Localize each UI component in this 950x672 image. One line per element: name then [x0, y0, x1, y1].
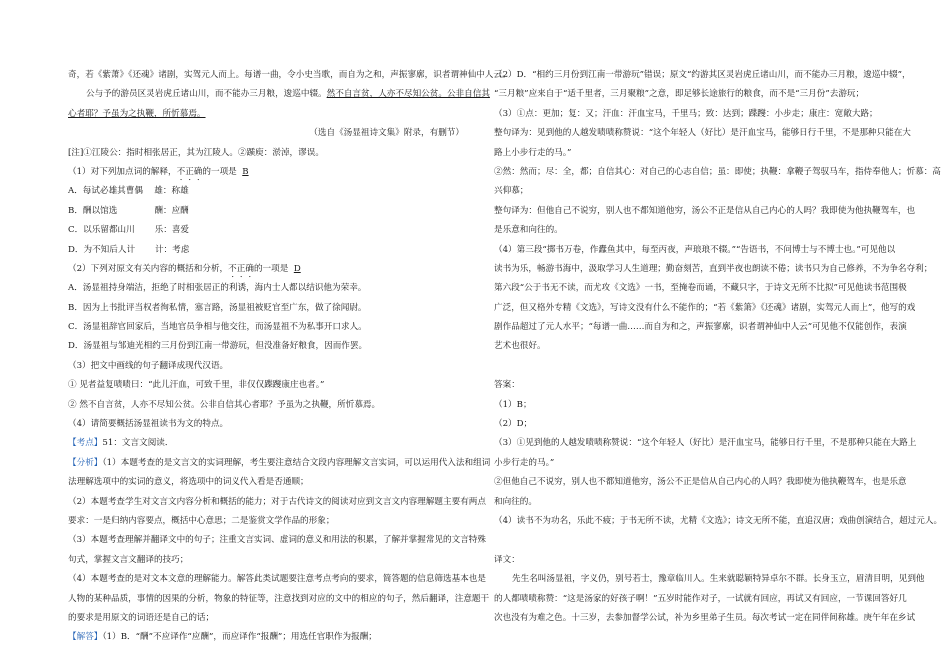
answer-fill: B	[242, 166, 249, 177]
question-3-item-2: ② 然不自言贫，人亦不尽知公贫。公非自信其心者耶？予虽为之执鞭，所忻慕焉。	[68, 399, 381, 410]
solution-line: 艺术也很好。	[494, 341, 546, 352]
answer-fill: D	[293, 263, 301, 274]
option-c: C．以乐留都山川 乐：喜爱	[68, 225, 190, 236]
solution-line: “三月粮”应来自于“适千里者，三月聚粮”之意，即足够长途旅行的粮食，而不是“三月份”去游玩；	[494, 89, 865, 100]
solution-line: 整句译为：见到他的人越发啧啧称赞说：“这个年轻人（好比）是汗血宝马，能够日行千里，不是那种只能在大	[494, 128, 911, 139]
question-1: （1）对下列加点词的解释，不正确的一项是 B	[68, 166, 249, 177]
option-a: A．每试必雄其曹偶 雄：称雄	[68, 186, 189, 197]
answer-line: （2）D；	[494, 419, 533, 430]
solution-line: （3）①点：更加；复：又；汗血：汗血宝马，千里马；致：达到；蹀躞：小步走；康庄：宽敞大路；	[494, 108, 878, 119]
analysis-tag: 【分析】	[68, 457, 103, 468]
annotation-note: [注]①江陵公：指时相张居正，其为江陵人。②踬庾：淤淖，谬误。	[68, 147, 324, 158]
solution-line: ②然：然而；尽：全，都；自信其心：对自己的心志自信；虽：即使；执鞭：拿鞭子驾驭马车，指侍奉他人；忻慕：高	[494, 166, 941, 177]
translation-line: 次也没有为难之色。十三岁，去参加督学公试，补为乡里弟子生员。每次考试一定在同伴间称雄。庚午年在乡试	[494, 612, 916, 623]
answer-line: 小步行走的马。”	[494, 457, 555, 468]
translation-line: 先生名叫汤显祖，字义仍，别号若士，豫章临川人。生来就聪颖特异卓尔不群。长身玉立，眉清目明，见到他	[512, 574, 925, 585]
solution-line: （2）D．“相约三月份到江南一带游玩”错误；原文“约游其区灵岩虎丘诸山川，而不能办三月粮，逡巡中辍”，	[494, 70, 911, 80]
question-4: （4）请简要概括汤显祖读书为文的特点。	[68, 419, 229, 430]
solution-tag: 【解答】	[68, 632, 103, 643]
analysis-line: 【分析】（1）本题考查的是文言文的实词理解，考生要注意结合文段内容理解文言实词，可以运用代入法和组词	[68, 457, 491, 468]
source-citation: （选自《汤显祖诗文集》附录，有删节）	[309, 128, 464, 139]
answer-heading: 答案：	[494, 380, 520, 391]
answer-line: （4）读书不为功名，乐此不疲；于书无所不读，尤精《文选》；诗文无所不能，直追汉唐；戏曲创演结合，超过元人。	[494, 515, 943, 526]
analysis-line: 的要求是用原文的词语还是自己的话；	[68, 612, 215, 623]
option-d: D．汤显祖与邹迪光相约三月份到江南一带游玩，但没准备好粮食，因而作罢。	[68, 341, 368, 352]
solution-line: 读书为乐，畅游书海中，汲取学习人生道理；勤奋刻苦，直到半夜也朗读不倦；读书只为自己修养，不为争名夺利；	[494, 263, 933, 274]
question-2: （2）下列对原文有关内容的概括和分析，不正确的一项是 D	[68, 263, 301, 274]
solution-line: 整句译为：但他自己不说穷，别人也不都知道他穷，汤公不正是信从自己内心的人吗？我即使为他执鞭驾车，也	[494, 205, 916, 216]
answer-line: 和向往的。	[494, 496, 537, 507]
underlined-sentence: 心者耶？予虽为之执鞭，所忻慕焉。	[68, 108, 206, 119]
analysis-line: （4）本题考查的是对文本文意的理解能力。解答此类试题要注意考点考向的要求，简答题的信息筛选基本也是	[68, 574, 486, 585]
question-3: （3）把文中画线的句子翻译成现代汉语。	[68, 360, 229, 371]
paragraph-line: 公与予的游员区灵岩虎丘诸山川，而不能办三月粮，逡巡中辍。然不自言贫，人亦不尽知公贫。公非自信其	[86, 89, 490, 100]
option-b: B．酬以馆选 酬：应酬	[68, 205, 189, 216]
solution-line: 剧作品超过了元人水平；“每谱一曲……而自为和之，声振寥廓，识者谓神仙中人云”可见他不仅能创作，表演	[494, 322, 907, 333]
option-a: A．汤显祖持身端洁，拒绝了时相张居正的利诱，海内士人都以结识他为荣幸。	[68, 283, 367, 294]
analysis-line: 法理解选项中的实词的意义，将选项中的词义代入看是否通顺；	[68, 477, 309, 488]
translation-line: 的人都啧啧称赞：“这是汤家的好孩子啊！”五岁时能作对子，一试就有回应，再试又有回应，一节课回答好几	[494, 593, 907, 604]
solution-line: 广泛，但又格外专精《文选》，写诗文没有什么不能作的；“若《紫箫》《还魂》诸剧，实驾元人而上”，他写的戏	[494, 302, 916, 313]
right-column	[494, 66, 943, 628]
option-d: D．为不知后人计 计：考虑	[68, 244, 190, 255]
underlined-sentence: 然不自言贫，人亦不尽知公贫。公非自信其	[326, 89, 490, 100]
analysis-line: （2）本题考查学生对文言文内容分析和概括的能力；对于古代诗文的阅读对应到文言文内容理解题主要有两点	[68, 496, 486, 507]
question-3-item-1: ① 见者益复啧啧曰：“此儿汗血，可致千里，非仅仅蹀躞康庄也者。”	[68, 380, 325, 391]
analysis-line: 人物的某种品质，事情的因果的分析，物象的特征等，注意找到对应的文中的相应的句子，然后翻译，注意题干	[68, 593, 490, 604]
option-b: B．因为上书批评当权者徇私情，塞言路，汤显祖被贬官至广东，做了徐闻尉。	[68, 302, 367, 313]
kaodian-line: 【考点】51：文言文阅读．	[68, 438, 174, 449]
answer-line: （1）B；	[494, 399, 532, 410]
translation-heading: 译文：	[494, 554, 520, 565]
paragraph-line: 奇，若《紫萧》《还魂》诸剧，实驾元人而上。每谱一曲，令小史当歌，而自为之和，声振寥廓，识者谓神仙中人云。	[68, 70, 511, 80]
emphasis-dot-text: 不正确	[176, 166, 203, 177]
answer-line: （3）①见到他的人越发啧啧称赞说：“这个年轻人（好比）是汗血宝马，能够日行千里，不是那种只能在大路上	[494, 438, 917, 449]
option-c: C．汤显祖辞官回家后，当地官员争相与他交往，而汤显祖不为私事开口求人。	[68, 322, 367, 333]
kaodian-tag: 【考点】	[68, 438, 103, 449]
answer-line: ②但他自己不说穷，别人也不都知道他穷，汤公不正是信从自己内心的人吗？我即使为他执鞭驾车，也是乐意	[494, 477, 907, 488]
solution-line: （4）第三段“掷书万卷，作蠹鱼其中，每至丙夜，声琅琅不辍。”“告语书，不问博士与不博士也。”可见他以	[494, 244, 896, 255]
solution-line: 是乐意和向往的。	[494, 225, 563, 236]
analysis-line: 句式，掌握文言文翻译的技巧；	[68, 554, 189, 565]
solution-line: 第六段“公于书无不读，而尤攻《文选》一书，至掩卷而诵，不藏只字，于诗文无所不比拟”可见他读书范围极	[494, 283, 907, 294]
emphasis-dot-text: 不正确	[228, 263, 254, 274]
solution-line: 【解答】（1）B．“酬”不应译作“应酬”，而应译作“报酬”；用选任官职作为报酬；	[68, 632, 377, 643]
analysis-line: 要求：一是归纳内容要点，概括中心意思；二是鉴赏文学作品的形象；	[68, 515, 335, 526]
paragraph-line	[68, 105, 468, 124]
solution-line: 路上小步行走的马。”	[494, 147, 572, 158]
solution-line: 兴仰慕；	[494, 186, 529, 197]
analysis-line: （3）本题考查理解并翻译文中的句子；注重文言实词、虚词的意义和用法的积累，了解并掌握常见的文言特殊	[68, 535, 486, 546]
